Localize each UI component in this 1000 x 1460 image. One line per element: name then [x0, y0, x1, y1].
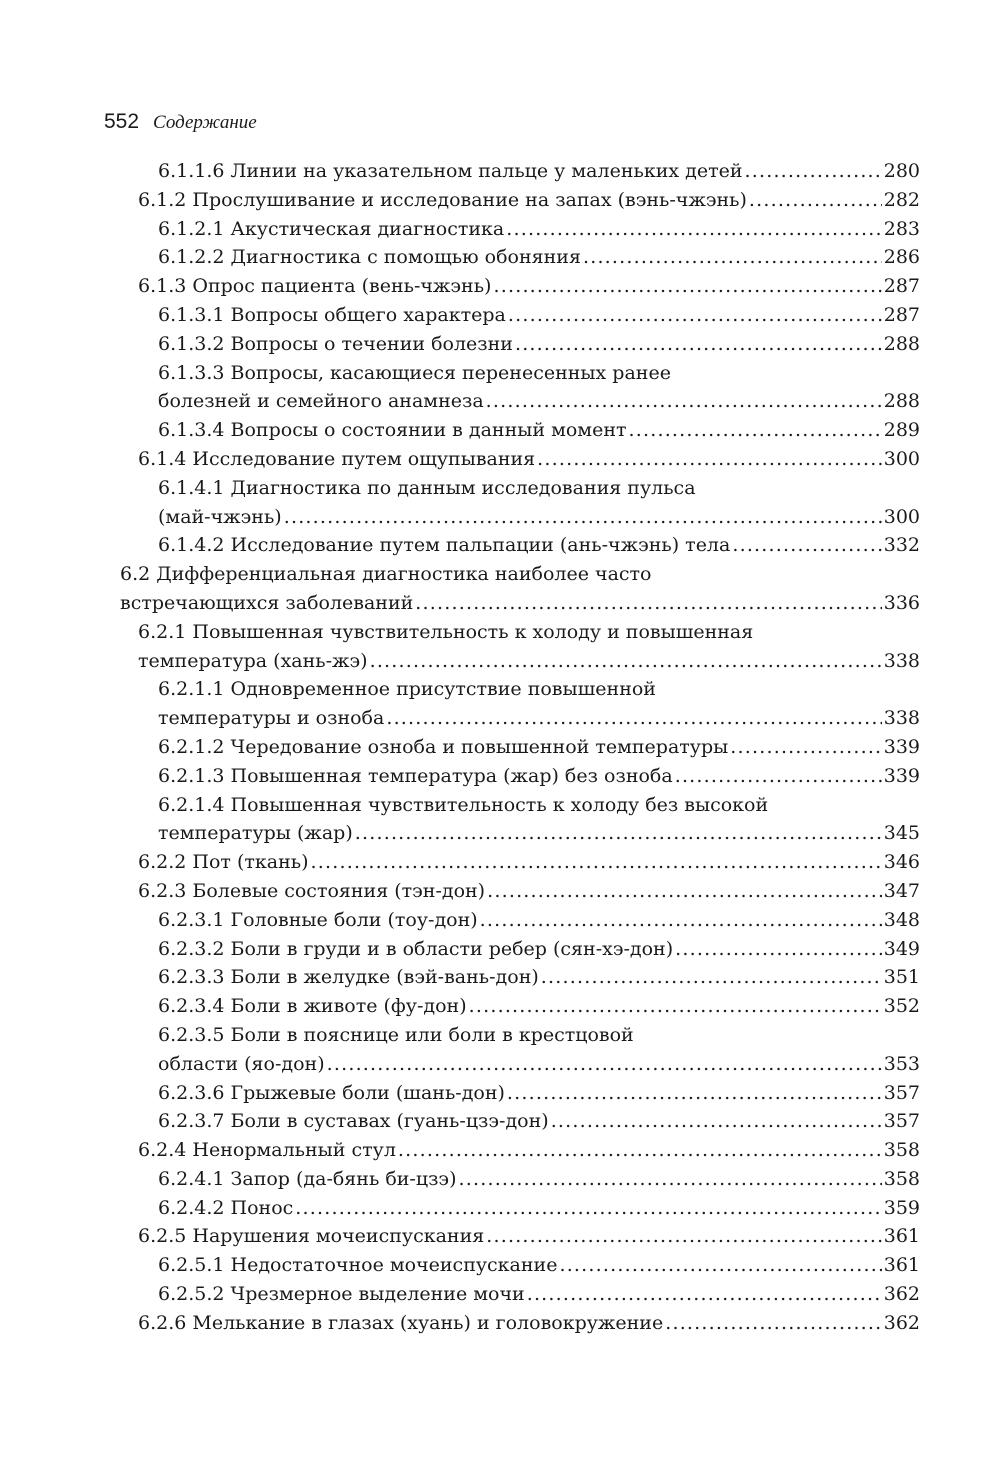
toc-entry-text: 6.1.3.1 Вопросы общего характера	[158, 303, 506, 326]
toc-page-number: 345	[883, 822, 920, 845]
dot-leader	[508, 301, 882, 330]
toc-page-number: 338	[883, 649, 920, 672]
toc-entry-number: 6.1.4.2	[158, 534, 225, 557]
toc-entry-number: 6.2.1.2	[158, 735, 225, 758]
toc-page-number: 362	[883, 1283, 920, 1306]
toc-entry-text: 6.1.3.2 Вопросы о течении болезни	[158, 332, 513, 355]
toc-entry[interactable]	[120, 531, 920, 560]
toc-page-number: 359	[883, 1196, 920, 1219]
toc-entry-number: 6.1.3.3	[158, 361, 225, 384]
dot-leader	[398, 1136, 882, 1165]
running-title: Содержание	[153, 112, 257, 133]
toc-entry-number: 6.2.5.2	[158, 1283, 225, 1306]
toc-entry[interactable]	[120, 359, 920, 417]
toc-page-number: 287	[883, 303, 920, 326]
toc-entry-text: 6.1.1.6 Линии на указательном пальце у маленьких детей	[158, 160, 743, 182]
toc-page-number: 352	[883, 995, 920, 1018]
toc-entry[interactable]	[120, 762, 920, 791]
dot-leader	[749, 186, 882, 215]
dot-leader	[295, 1194, 881, 1223]
toc-entry-text: 6.2.1.1 Одновременное присутствие повышенной	[158, 678, 656, 701]
toc-entry-text: 6.2.1.3 Повышенная температура (жар) без озноба	[158, 764, 673, 787]
dot-leader	[459, 1165, 882, 1194]
dot-leader	[541, 963, 882, 992]
toc-entry-number: 6.2.1.4	[158, 793, 225, 816]
toc-entry-number: 6.2.3.5	[158, 1023, 225, 1046]
toc-entry-text: 6.2.5 Нарушения мочеиспускания	[138, 1225, 485, 1248]
toc-entry[interactable]	[120, 1222, 920, 1251]
toc-entry-text: температура (хань-жэ)	[138, 649, 368, 672]
dot-leader	[311, 848, 882, 877]
toc-entry-number: 6.1.3	[138, 275, 187, 298]
toc-entry[interactable]	[120, 733, 920, 762]
toc-entry-number: 6.2.2	[138, 851, 187, 874]
toc-page-number: 286	[883, 246, 920, 269]
toc-entry-number: 6.2.1.3	[158, 764, 225, 787]
toc-entry-text: 6.2 Дифференциальная диагностика наиболее часто	[120, 563, 652, 586]
toc-page-number: 361	[883, 1254, 920, 1277]
toc-entry-text: (май-чжэнь)	[158, 505, 282, 528]
dot-leader	[415, 589, 881, 618]
toc-page-number: 339	[883, 735, 920, 758]
toc-entry[interactable]	[120, 186, 920, 215]
toc-entry-number: 6.2.6	[138, 1311, 187, 1334]
toc-page-number: 358	[883, 1167, 920, 1190]
toc-entry[interactable]	[120, 791, 920, 849]
toc-page-number: 332	[883, 534, 920, 557]
toc-entry[interactable]	[120, 1309, 920, 1338]
toc-entry-number: 6.2.3.7	[158, 1110, 225, 1133]
toc-entry-number: 6.2.3.6	[158, 1081, 225, 1104]
toc-page-number: 353	[883, 1052, 920, 1075]
toc-entry-number: 6.2.1.1	[158, 678, 225, 701]
toc-entry-text: области (яо-дон)	[158, 1052, 325, 1075]
toc-entry-number: 6.2.3.2	[158, 937, 225, 960]
toc-entry[interactable]	[120, 474, 920, 532]
toc-entry[interactable]	[120, 301, 920, 330]
toc-entry[interactable]	[120, 935, 920, 964]
toc-entry-text: 6.2.3.3 Боли в желудке (вэй-вань-дон)	[158, 966, 539, 989]
toc-page-number: 288	[883, 332, 920, 355]
toc-entry[interactable]	[120, 1136, 920, 1165]
dot-leader	[284, 503, 882, 532]
dot-leader	[506, 215, 882, 244]
toc-entry[interactable]	[120, 992, 920, 1021]
toc-entry-text: 6.2.1 Повышенная чувствительность к холоду и повышенная	[138, 620, 754, 643]
toc-entry-number: 6.2.4	[138, 1139, 187, 1162]
toc-entry[interactable]	[120, 1280, 920, 1309]
toc-page-number: 300	[883, 447, 920, 470]
toc-entry-text: 6.1.4.2 Исследование путем пальпации (ань-чжэнь) тела	[158, 534, 731, 557]
toc-entry[interactable]	[120, 618, 920, 676]
toc-entry-number: 6.2.4.2	[158, 1196, 225, 1219]
toc-entry-number: 6.1.3.4	[158, 419, 225, 442]
dot-leader	[386, 704, 881, 733]
toc-entry-text: 6.2.5.2 Чрезмерное выделение мочи	[158, 1283, 525, 1306]
toc-entry-text: 6.1.4 Исследование путем ощупывания	[138, 447, 536, 470]
dot-leader	[665, 1309, 882, 1338]
toc-page-number: 287	[883, 275, 920, 298]
toc-entry-text: встречающихся заболеваний	[120, 591, 414, 614]
toc-entry[interactable]	[120, 330, 920, 359]
toc-entry-text: 6.1.2.2 Диагностика с помощью обоняния	[158, 246, 581, 269]
toc-entry-text: температуры и озноба	[158, 707, 385, 730]
toc-entry-number: 6.1.4	[138, 447, 187, 470]
dot-leader	[469, 992, 882, 1021]
dot-leader	[486, 387, 882, 416]
dot-leader	[493, 272, 881, 301]
dot-leader	[732, 531, 881, 560]
toc-page-number: 282	[883, 188, 920, 211]
dot-leader	[527, 1280, 882, 1309]
toc-entry[interactable]	[120, 1021, 920, 1079]
dot-leader	[486, 1222, 882, 1251]
toc-entry-text: 6.1.2.1 Акустическая диагностика	[158, 217, 505, 240]
toc-entry[interactable]	[120, 215, 920, 244]
toc-entry[interactable]	[120, 157, 920, 186]
toc-entry-text: 6.2.1.2 Чередование озноба и повышенной температуры	[158, 735, 729, 758]
toc-entry[interactable]	[120, 243, 920, 272]
toc-entry-number: 6.1.3.2	[158, 332, 225, 355]
toc-entry-number: 6.2.4.1	[158, 1167, 225, 1190]
table-of-contents	[120, 157, 920, 1338]
toc-entry-text: 6.2.2 Пот (ткань)	[138, 851, 309, 874]
toc-entry-text: 6.2.6 Мелькание в глазах (хуань) и головокружение	[138, 1311, 664, 1334]
toc-entry-text: болезней и семейного анамнеза	[158, 390, 484, 413]
toc-entry[interactable]	[120, 1194, 920, 1223]
toc-entry[interactable]	[120, 1107, 920, 1136]
toc-entry-number: 6.1.2.2	[158, 246, 225, 269]
toc-page-number: 357	[883, 1110, 920, 1133]
toc-entry[interactable]	[120, 1251, 920, 1280]
toc-entry-number: 6.2.1	[138, 620, 187, 643]
toc-entry-number: 6.2.5.1	[158, 1254, 225, 1277]
toc-entry-text: температуры (жар)	[158, 822, 353, 845]
toc-page-number: 283	[883, 217, 920, 240]
toc-entry-number: 6.2.3.1	[158, 908, 225, 931]
toc-entry-number: 6.2	[120, 563, 151, 586]
toc-entry-text: 6.2.5.1 Недостаточное мочеиспускание	[158, 1254, 558, 1277]
toc-page-number: 358	[883, 1139, 920, 1162]
toc-entry-text: 6.2.4.1 Запор (да-бянь би-цзэ)	[158, 1167, 457, 1190]
toc-page-number: 288	[883, 390, 920, 413]
toc-page-number: 362	[883, 1311, 920, 1334]
dot-leader	[675, 762, 882, 791]
dot-leader	[507, 1079, 882, 1108]
dot-leader	[480, 906, 882, 935]
toc-entry[interactable]	[120, 848, 920, 877]
toc-page-number: 351	[883, 966, 920, 989]
dot-leader	[327, 1050, 882, 1079]
page-header	[104, 106, 257, 138]
toc-entry-number: 6.1.1.6	[158, 160, 225, 182]
toc-page-number: 338	[883, 707, 920, 730]
toc-entry-text: 6.2.3.5 Боли в пояснице или боли в крестцовой	[158, 1023, 634, 1046]
dot-leader	[515, 330, 882, 359]
toc-entry[interactable]	[120, 560, 920, 618]
dot-leader	[629, 416, 882, 445]
dot-leader	[551, 1107, 882, 1136]
toc-entry[interactable]	[120, 675, 920, 733]
toc-entry-text: 6.2.3.7 Боли в суставах (гуань-цзэ-дон)	[158, 1110, 549, 1133]
dot-leader	[537, 445, 882, 474]
toc-entry[interactable]	[120, 877, 920, 906]
toc-entry[interactable]	[120, 963, 920, 992]
toc-entry-number: 6.2.3.4	[158, 995, 225, 1018]
toc-entry-number: 6.2.5	[138, 1225, 187, 1248]
toc-entry-text: 6.2.3 Болевые состояния (тэн-дон)	[138, 879, 486, 902]
toc-entry-text: 6.2.4.2 Понос	[158, 1196, 294, 1219]
toc-entry-number: 6.2.3	[138, 879, 187, 902]
toc-entry-text: 6.1.3.4 Вопросы о состоянии в данный момент	[158, 419, 627, 442]
toc-page-number: 346	[883, 851, 920, 874]
toc-entry-text: 6.1.3 Опрос пациента (вень-чжэнь)	[138, 275, 492, 298]
toc-entry[interactable]	[120, 272, 920, 301]
toc-entry-text: 6.2.1.4 Повышенная чувствительность к холоду без высокой	[158, 793, 769, 816]
dot-leader	[370, 647, 882, 676]
toc-entry-text: 6.2.3.6 Грыжевые боли (шань-дон)	[158, 1081, 505, 1104]
dot-leader	[675, 935, 882, 964]
toc-entry-number: 6.2.3.3	[158, 966, 225, 989]
toc-entry-text: 6.2.3.4 Боли в животе (фу-дон)	[158, 995, 467, 1018]
toc-entry-text: 6.2.4 Ненормальный стул	[138, 1139, 396, 1162]
toc-entry-number: 6.1.2	[138, 188, 187, 211]
toc-page-number: 347	[883, 879, 920, 902]
toc-page-number: 349	[883, 937, 920, 960]
toc-page-number: 339	[883, 764, 920, 787]
toc-page-number: 357	[883, 1081, 920, 1104]
dot-leader	[744, 157, 881, 186]
toc-page-number: 289	[883, 419, 920, 442]
toc-entry-text: 6.1.3.3 Вопросы, касающиеся перенесенных ранее	[158, 361, 671, 384]
toc-entry-number: 6.1.4.1	[158, 476, 225, 499]
toc-entry-text: 6.1.2 Прослушивание и исследование на запах (вэнь-чжэнь)	[138, 188, 747, 211]
toc-entry[interactable]	[120, 416, 920, 445]
toc-page-number: 348	[883, 908, 920, 931]
toc-entry[interactable]	[120, 1165, 920, 1194]
toc-entry-text: 6.2.3.2 Боли в груди и в области ребер (сян-хэ-дон)	[158, 937, 674, 960]
toc-page-number: 361	[883, 1225, 920, 1248]
toc-entry-number: 6.1.2.1	[158, 217, 225, 240]
dot-leader	[730, 733, 881, 762]
toc-entry-number: 6.1.3.1	[158, 303, 225, 326]
dot-leader	[487, 877, 882, 906]
dot-leader	[355, 819, 882, 848]
toc-page-number: 280	[883, 160, 920, 182]
dot-leader	[583, 243, 882, 272]
toc-entry[interactable]	[120, 445, 920, 474]
dot-leader	[559, 1251, 881, 1280]
toc-page-number: 300	[883, 505, 920, 528]
toc-entry[interactable]	[120, 1079, 920, 1108]
toc-entry-text: 6.1.4.1 Диагностика по данным исследования пульса	[158, 476, 696, 499]
toc-page-number: 336	[883, 591, 920, 614]
toc-entry[interactable]	[120, 906, 920, 935]
toc-entry-text: 6.2.3.1 Головные боли (тоу-дон)	[158, 908, 478, 931]
page-number: 552	[104, 110, 140, 133]
